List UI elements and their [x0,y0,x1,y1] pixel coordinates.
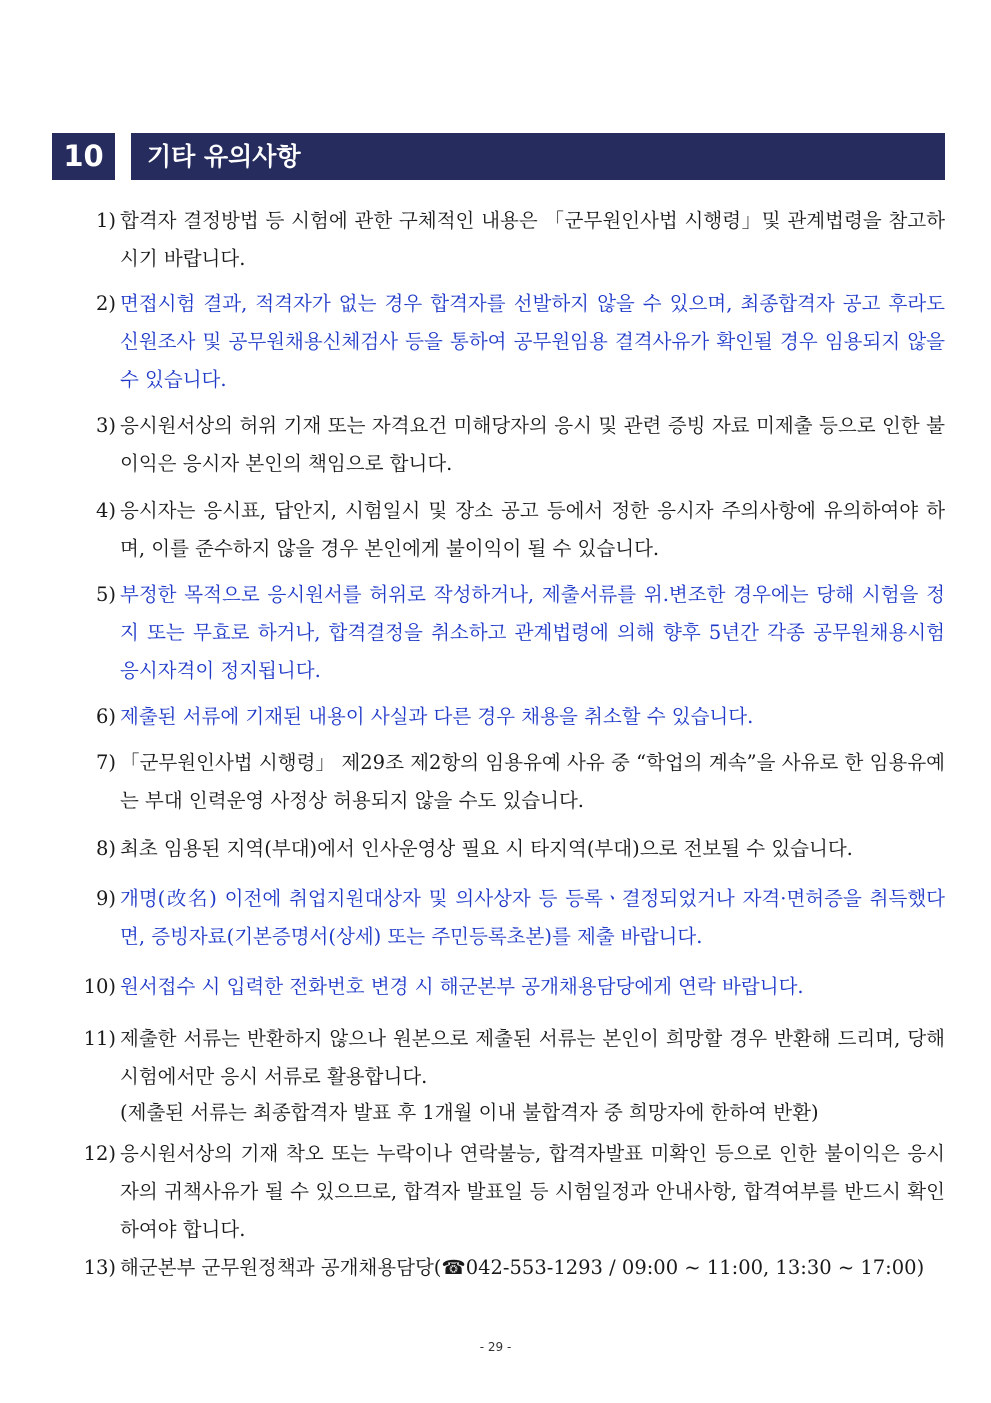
item-marker: 12) [83,1142,116,1165]
item-note: (제출된 서류는 최종합격자 발표 후 1개월 이내 불합격자 중 희망자에 한하여 반환) [120,1101,819,1124]
notice-item-10 [70,968,945,1006]
contact-text: 해군본부 군무원정책과 공개채용담당( [120,1256,442,1279]
item-marker: 10) [83,975,116,998]
item-text: 제출된 서류에 기재된 내용이 사실과 다른 경우 채용을 취소할 수 있습니다. [120,705,754,728]
notice-item-4 [70,492,945,568]
notice-item-13 [70,1249,945,1287]
item-marker: 2) [95,292,116,315]
notice-item-11 [70,1020,945,1130]
item-text: 원서접수 시 입력한 전화번호 변경 시 해군본부 공개채용담당에게 연락 바랍니다. [120,975,804,998]
notice-item-6 [70,698,945,736]
item-marker: 8) [95,837,116,860]
item-text: 최초 임용된 지역(부대)에서 인사운영상 필요 시 타지역(부대)으로 전보될 수 있습니다. [120,837,853,860]
item-text: 개명(改名) 이전에 취업지원대상자 및 의사상자 등 등록ㆍ결정되었거나 자격·면허증을 취득했다면, 증빙자료(기본증명서(상세) 또는 주민등록초본)를 제출 바랍니다. [120,887,945,948]
item-marker: 13) [83,1256,116,1279]
contact-details: 042-553-1293 / 09:00 ~ 11:00, 13:30 ~ 17:00) [465,1256,925,1279]
item-marker: 6) [95,705,116,728]
item-text: 합격자 결정방법 등 시험에 관한 구체적인 내용은 「군무원인사법 시행령」및 관계법령을 참고하시기 바랍니다. [120,209,945,270]
item-text: 응시원서상의 기재 착오 또는 누락이나 연락불능, 합격자발표 미확인 등으로 인한 불이익은 응시자의 귀책사유가 될 수 있으므로, 합격자 발표일 등 시험일정과 안내사항, 합격여부를 반드시 확인하여야 합니다. [120,1142,945,1241]
item-text: 면접시험 결과, 적격자가 없는 경우 합격자를 선발하지 않을 수 있으며, 최종합격자 공고 후라도 신원조사 및 공무원채용신체검사 등을 통하여 공무원임용 결격사유가 확인될 경우 임용되지 않을 수 있습니다. [120,292,945,391]
item-marker: 3) [95,414,116,437]
item-marker: 1) [95,209,116,232]
phone-icon: ☎ [441,1256,466,1279]
notice-item-5 [70,576,945,690]
notice-item-8 [70,830,945,868]
section-title: 기타 유의사항 [131,133,945,180]
item-text: 「군무원인사법 시행령」 제29조 제2항의 임용유예 사유 중 “학업의 계속”을 사유로 한 임용유예는 부대 인력운영 사정상 허용되지 않을 수도 있습니다. [120,751,945,812]
item-text: 부정한 목적으로 응시원서를 허위로 작성하거나, 제출서류를 위.변조한 경우에는 당해 시험을 정지 또는 무효로 하거나, 합격결정을 취소하고 관계법령에 의해 향후 5년간 각종 공무원채용시험 응시자격이 정지됩니다. [120,583,945,682]
item-text: 응시원서상의 허위 기재 또는 자격요건 미해당자의 응시 및 관련 증빙 자료 미제출 등으로 인한 불이익은 응시자 본인의 책임으로 합니다. [120,414,945,475]
item-text: 응시자는 응시표, 답안지, 시험일시 및 장소 공고 등에서 정한 응시자 주의사항에 유의하여야 하며, 이를 준수하지 않을 경우 본인에게 불이익이 될 수 있습니다. [120,499,945,560]
item-marker: 4) [95,499,116,522]
section-number: 10 [52,133,115,180]
notice-item-1 [70,202,945,278]
notice-item-7 [70,744,945,820]
item-marker: 7) [95,751,116,774]
item-text: 제출한 서류는 반환하지 않으나 원본으로 제출된 서류는 본인이 희망할 경우 반환해 드리며, 당해 시험에서만 응시 서류로 활용합니다. [120,1027,945,1088]
notice-item-2 [70,285,945,399]
section-header [52,133,945,180]
notice-item-3 [70,407,945,483]
page-number: - 29 - [479,1340,512,1354]
notice-item-12 [70,1135,945,1249]
item-marker: 9) [95,887,116,910]
notice-item-9 [70,880,945,956]
item-marker: 11) [83,1027,116,1050]
item-marker: 5) [95,583,116,606]
